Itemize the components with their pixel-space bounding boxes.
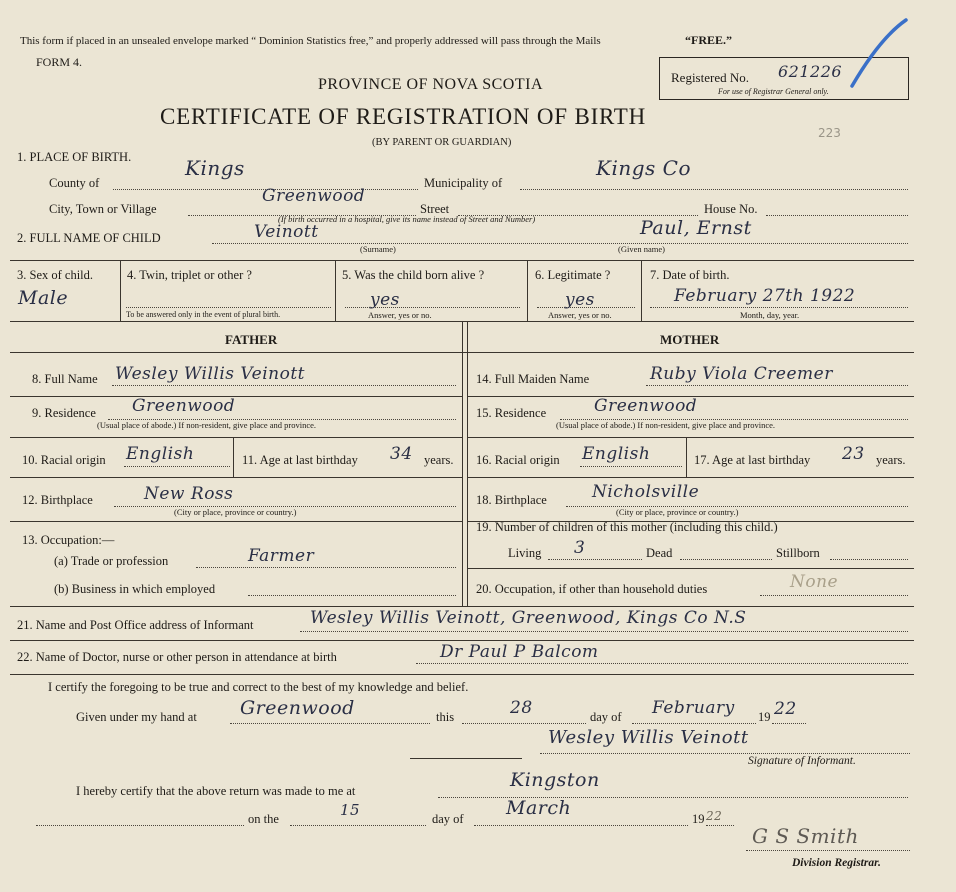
row-divider bbox=[10, 640, 914, 641]
mother-residence-value: Greenwood bbox=[594, 396, 698, 416]
registrar-month-line bbox=[474, 825, 688, 826]
mother-occupation-line bbox=[760, 595, 908, 596]
father-heading: FATHER bbox=[225, 332, 278, 347]
row-divider bbox=[10, 521, 462, 522]
page-title: CERTIFICATE OF REGISTRATION OF BIRTH bbox=[160, 104, 647, 129]
row-divider bbox=[10, 396, 462, 397]
twin-label: 4. Twin, triplet or other ? bbox=[127, 268, 252, 282]
alive-value: yes bbox=[370, 290, 400, 310]
stillborn-label: Stillborn bbox=[776, 546, 820, 560]
this-label: this bbox=[436, 710, 455, 724]
row-divider bbox=[467, 477, 914, 478]
mother-birthplace-label: 18. Birthplace bbox=[476, 493, 547, 507]
trade-label: (a) Trade or profession bbox=[54, 554, 169, 568]
trade-value: Farmer bbox=[248, 546, 315, 566]
father-mother-divider bbox=[462, 321, 463, 606]
dob-line bbox=[650, 307, 908, 308]
registrar-place-value: Kingston bbox=[510, 769, 600, 791]
house-line bbox=[766, 215, 908, 216]
place-of-birth-label: 1. PLACE OF BIRTH. bbox=[17, 150, 132, 164]
page-subtitle: (BY PARENT OR GUARDIAN) bbox=[372, 137, 512, 148]
mother-racial-value: English bbox=[582, 444, 651, 464]
municipality-value: Kings Co bbox=[596, 156, 691, 180]
given-year-prefix: 19 bbox=[758, 710, 771, 724]
registrar-signature-line bbox=[746, 850, 910, 851]
row-divider bbox=[467, 568, 914, 569]
given-month-line bbox=[632, 723, 756, 724]
dead-label: Dead bbox=[646, 546, 673, 560]
column-divider bbox=[335, 260, 336, 321]
city-label: City, Town or Village bbox=[49, 202, 157, 216]
father-age-label: 11. Age at last birthday bbox=[242, 453, 358, 467]
mother-occupation-label: 20. Occupation, if other than household duties bbox=[476, 582, 708, 596]
row-divider bbox=[10, 477, 462, 478]
father-name-value: Wesley Willis Veinott bbox=[115, 364, 305, 384]
city-value: Greenwood bbox=[262, 186, 366, 206]
mother-heading: MOTHER bbox=[660, 332, 720, 347]
given-year-value: 22 bbox=[774, 699, 797, 719]
column-divider bbox=[233, 437, 234, 477]
informant-label: 21. Name and Post Office address of Informant bbox=[17, 618, 254, 632]
business-label: (b) Business in which employed bbox=[54, 582, 216, 596]
row-divider bbox=[10, 260, 914, 261]
mother-racial-label: 16. Racial origin bbox=[476, 453, 560, 467]
column-divider bbox=[641, 260, 642, 321]
street-label: Street bbox=[420, 202, 450, 216]
children-count-label: 19. Number of children of this mother (including this child.) bbox=[476, 520, 778, 534]
registrar-year-prefix: 19 bbox=[692, 812, 705, 826]
business-line bbox=[248, 595, 456, 596]
father-birthplace-label: 12. Birthplace bbox=[22, 493, 93, 507]
alive-caption: Answer, yes or no. bbox=[368, 310, 432, 320]
father-residence-value: Greenwood bbox=[132, 396, 236, 416]
father-racial-value: English bbox=[126, 444, 195, 464]
row-divider bbox=[467, 437, 914, 438]
child-surname-value: Veinott bbox=[254, 222, 319, 242]
sex-label: 3. Sex of child. bbox=[17, 268, 94, 282]
trade-line bbox=[196, 567, 456, 568]
house-label: House No. bbox=[704, 202, 758, 216]
mother-age-label: 17. Age at last birthday bbox=[694, 453, 811, 467]
twin-note: To be answered only in the event of plural birth. bbox=[126, 310, 281, 319]
county-label: County of bbox=[49, 176, 100, 190]
column-divider bbox=[120, 260, 121, 321]
given-place-value: Greenwood bbox=[240, 697, 355, 719]
father-racial-label: 10. Racial origin bbox=[22, 453, 106, 467]
column-divider bbox=[686, 437, 687, 477]
father-birthplace-value: New Ross bbox=[144, 484, 234, 504]
given-caption: (Given name) bbox=[618, 244, 665, 254]
mother-age-value: 23 bbox=[842, 444, 865, 464]
given-day-line bbox=[462, 723, 586, 724]
dob-caption: Month, day, year. bbox=[740, 310, 800, 320]
registrar-caption: Division Registrar. bbox=[792, 857, 881, 869]
father-racial-line bbox=[124, 466, 230, 467]
row-divider bbox=[10, 437, 462, 438]
doctor-value: Dr Paul P Balcom bbox=[440, 642, 599, 662]
registered-number: 621226 bbox=[778, 62, 843, 81]
legitimate-caption: Answer, yes or no. bbox=[548, 310, 612, 320]
sex-value: Male bbox=[18, 287, 69, 309]
child-name-label: 2. FULL NAME OF CHILD bbox=[17, 231, 161, 245]
mother-birthplace-value: Nicholsville bbox=[592, 482, 700, 502]
doctor-label: 22. Name of Doctor, nurse or other person in attendance at birth bbox=[17, 650, 337, 664]
municipality-label: Municipality of bbox=[424, 176, 503, 190]
form-number: FORM 4. bbox=[36, 55, 83, 69]
doctor-line bbox=[416, 663, 908, 664]
father-years-label: years. bbox=[424, 453, 454, 467]
check-mark-icon bbox=[846, 18, 910, 88]
registrar-note: For use of Registrar General only. bbox=[718, 87, 829, 96]
registry-stamp: 223 bbox=[818, 126, 841, 140]
county-value: Kings bbox=[185, 156, 245, 180]
informant-line bbox=[300, 631, 908, 632]
registrar-on-the-label: on the bbox=[248, 812, 279, 826]
registrar-month-value: March bbox=[506, 797, 572, 819]
informant-signature-caption: Signature of Informant. bbox=[748, 755, 856, 767]
registrar-year-value: 22 bbox=[706, 809, 723, 823]
registered-label: Registered No. bbox=[671, 70, 749, 85]
row-divider bbox=[10, 606, 914, 607]
mother-birthplace-caption: (City or place, province or country.) bbox=[616, 507, 739, 517]
living-value: 3 bbox=[574, 538, 586, 558]
mother-name-value: Ruby Viola Creemer bbox=[650, 364, 833, 384]
mother-racial-line bbox=[580, 466, 682, 467]
given-place-line bbox=[230, 723, 430, 724]
province-heading: PROVINCE OF NOVA SCOTIA bbox=[318, 76, 544, 93]
alive-label: 5. Was the child born alive ? bbox=[342, 268, 485, 282]
mother-years-label: years. bbox=[876, 453, 906, 467]
father-occupation-label: 13. Occupation:— bbox=[22, 533, 115, 547]
given-month-value: February bbox=[652, 698, 735, 718]
father-birthplace-caption: (City or place, province or country.) bbox=[174, 507, 297, 517]
mother-residence-caption: (Usual place of abode.) If non-resident, give place and province. bbox=[556, 420, 776, 430]
given-under-label: Given under my hand at bbox=[76, 710, 197, 724]
stillborn-line bbox=[830, 559, 908, 560]
registrar-day-of-label: day of bbox=[432, 812, 464, 826]
father-age-value: 34 bbox=[390, 444, 413, 464]
living-line bbox=[548, 559, 642, 560]
municipality-line bbox=[520, 189, 908, 190]
father-name-line bbox=[112, 385, 456, 386]
given-day-value: 28 bbox=[510, 698, 533, 718]
father-mother-divider bbox=[467, 321, 468, 606]
given-year-line bbox=[772, 723, 806, 724]
registrar-day-value: 15 bbox=[340, 801, 361, 819]
child-given-value: Paul, Ernst bbox=[640, 217, 752, 239]
given-day-of-label: day of bbox=[590, 710, 622, 724]
mother-occupation-value: None bbox=[790, 572, 839, 592]
father-residence-label: 9. Residence bbox=[32, 406, 96, 420]
mother-name-label: 14. Full Maiden Name bbox=[476, 372, 590, 386]
living-label: Living bbox=[508, 546, 542, 560]
informant-value: Wesley Willis Veinott, Greenwood, Kings Co N.S bbox=[310, 608, 747, 628]
mail-notice: This form if placed in an unsealed envelope marked “ Dominion Statistics free,” and properly addressed will pass through the Mails bbox=[20, 35, 601, 47]
registrar-blank-line bbox=[36, 825, 244, 826]
row-divider bbox=[10, 674, 914, 675]
dob-value: February 27th 1922 bbox=[674, 286, 856, 306]
certification-statement: I certify the foregoing to be true and correct to the best of my knowledge and belief. bbox=[48, 680, 469, 694]
registrar-day-line bbox=[290, 825, 426, 826]
column-divider bbox=[527, 260, 528, 321]
registrar-year-line bbox=[706, 825, 734, 826]
legitimate-label: 6. Legitimate ? bbox=[535, 268, 611, 282]
short-rule bbox=[410, 758, 522, 759]
mother-residence-label: 15. Residence bbox=[476, 406, 547, 420]
legitimate-value: yes bbox=[565, 290, 595, 310]
twin-line bbox=[126, 307, 331, 308]
dead-line bbox=[680, 559, 772, 560]
father-name-label: 8. Full Name bbox=[32, 372, 98, 386]
mail-free: “FREE.” bbox=[685, 33, 733, 47]
surname-caption: (Surname) bbox=[360, 244, 396, 254]
registrar-statement: I hereby certify that the above return was made to me at bbox=[76, 784, 356, 798]
dob-label: 7. Date of birth. bbox=[650, 268, 730, 282]
hospital-note: (If birth occurred in a hospital, give its name instead of Street and Number) bbox=[278, 214, 536, 224]
informant-signature: Wesley Willis Veinott bbox=[548, 727, 749, 748]
mother-name-line bbox=[646, 385, 908, 386]
child-name-line bbox=[212, 243, 908, 244]
father-residence-caption: (Usual place of abode.) If non-resident, give place and province. bbox=[97, 420, 317, 430]
registrar-signature: G S Smith bbox=[752, 824, 859, 848]
